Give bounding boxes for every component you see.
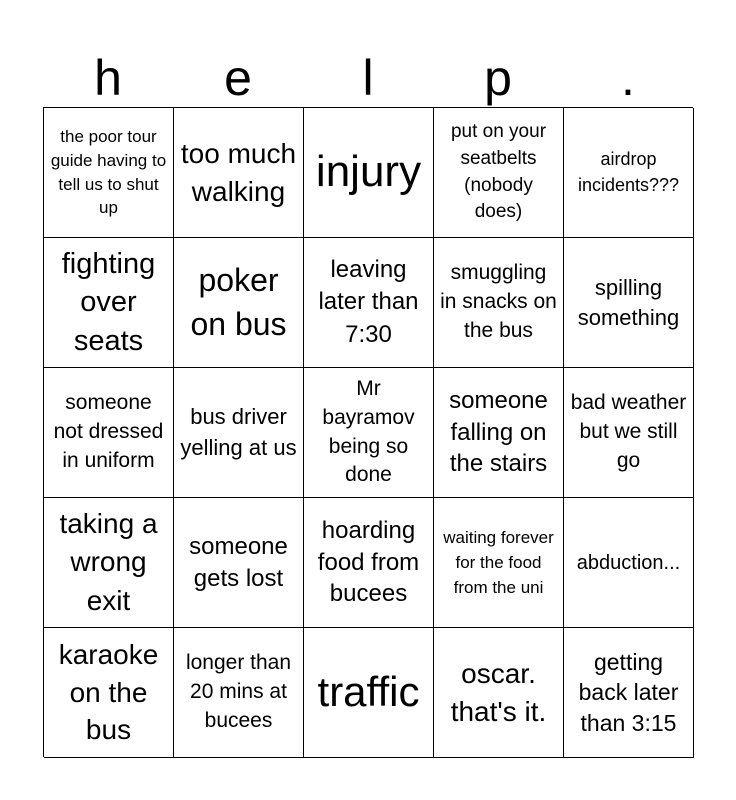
bingo-cell[interactable] — [174, 628, 304, 758]
bingo-cell[interactable] — [434, 498, 564, 628]
bingo-cell-text: injury — [315, 147, 422, 197]
bingo-cell[interactable] — [434, 238, 564, 368]
bingo-cell-text: Mr bayramov being so done — [322, 376, 415, 487]
bingo-cell-text: karaoke on the bus — [58, 638, 159, 746]
bingo-cell-text: leaving later than 7:30 — [318, 255, 419, 348]
bingo-cell-text: abduction... — [576, 551, 681, 574]
bingo-cell[interactable] — [304, 368, 434, 498]
bingo-cell-text: put on your seatbelts (nobody does) — [450, 121, 547, 223]
bingo-cell-text: hoarding food from bucees — [317, 516, 420, 608]
bingo-cell[interactable] — [174, 368, 304, 498]
bingo-cell-text: too much walking — [180, 137, 297, 207]
bingo-cell[interactable] — [434, 108, 564, 238]
header-letter-e: e — [224, 50, 252, 106]
bingo-cell-text: oscar. that's it. — [450, 657, 547, 727]
bingo-cell-text: poker on bus — [190, 262, 287, 342]
bingo-cell[interactable] — [564, 498, 694, 628]
bingo-cell-text: airdrop incidents??? — [577, 149, 680, 195]
bingo-cell[interactable] — [304, 238, 434, 368]
bingo-cell-text: someone falling on the stairs — [449, 386, 548, 478]
bingo-header — [43, 48, 693, 108]
bingo-cell[interactable] — [174, 238, 304, 368]
bingo-grid — [43, 107, 693, 757]
bingo-cell[interactable] — [174, 498, 304, 628]
bingo-cell-text: the poor tour guide having to tell us to shut up — [50, 126, 167, 218]
bingo-cell-text: traffic — [317, 668, 420, 716]
bingo-cell-text: getting back later than 3:15 — [578, 648, 679, 736]
bingo-cell[interactable] — [44, 108, 174, 238]
bingo-cell-text: bus driver yelling at us — [180, 403, 297, 460]
bingo-cell-text: waiting forever for the food from the uni — [443, 527, 554, 598]
bingo-cell-text: someone not dressed in uniform — [53, 391, 164, 472]
bingo-cell[interactable] — [564, 108, 694, 238]
bingo-cell[interactable] — [434, 628, 564, 758]
header-letter-period: . — [621, 50, 635, 106]
bingo-cell[interactable] — [44, 238, 174, 368]
bingo-cell[interactable] — [304, 498, 434, 628]
bingo-cell[interactable] — [564, 238, 694, 368]
header-letter-h: h — [94, 50, 122, 106]
bingo-cell[interactable] — [304, 108, 434, 238]
bingo-cell-text: smuggling in snacks on the bus — [440, 261, 557, 342]
bingo-cell[interactable] — [44, 368, 174, 498]
bingo-cell-text: fighting over seats — [61, 247, 156, 357]
bingo-cell[interactable] — [564, 628, 694, 758]
header-letter-p: p — [484, 50, 512, 106]
bingo-cell-text: spilling something — [577, 274, 680, 330]
bingo-cell[interactable] — [564, 368, 694, 498]
bingo-cell-text: someone gets lost — [189, 532, 288, 592]
bingo-cell[interactable] — [434, 368, 564, 498]
bingo-cell[interactable] — [44, 628, 174, 758]
bingo-cell[interactable] — [44, 498, 174, 628]
header-letter-l: l — [362, 50, 374, 106]
bingo-cell-text: longer than 20 mins at bucees — [185, 651, 292, 732]
bingo-cell-text: taking a wrong exit — [59, 507, 158, 616]
bingo-cell[interactable] — [304, 628, 434, 758]
bingo-cell-text: bad weather but we still go — [570, 391, 687, 472]
bingo-cell[interactable] — [174, 108, 304, 238]
